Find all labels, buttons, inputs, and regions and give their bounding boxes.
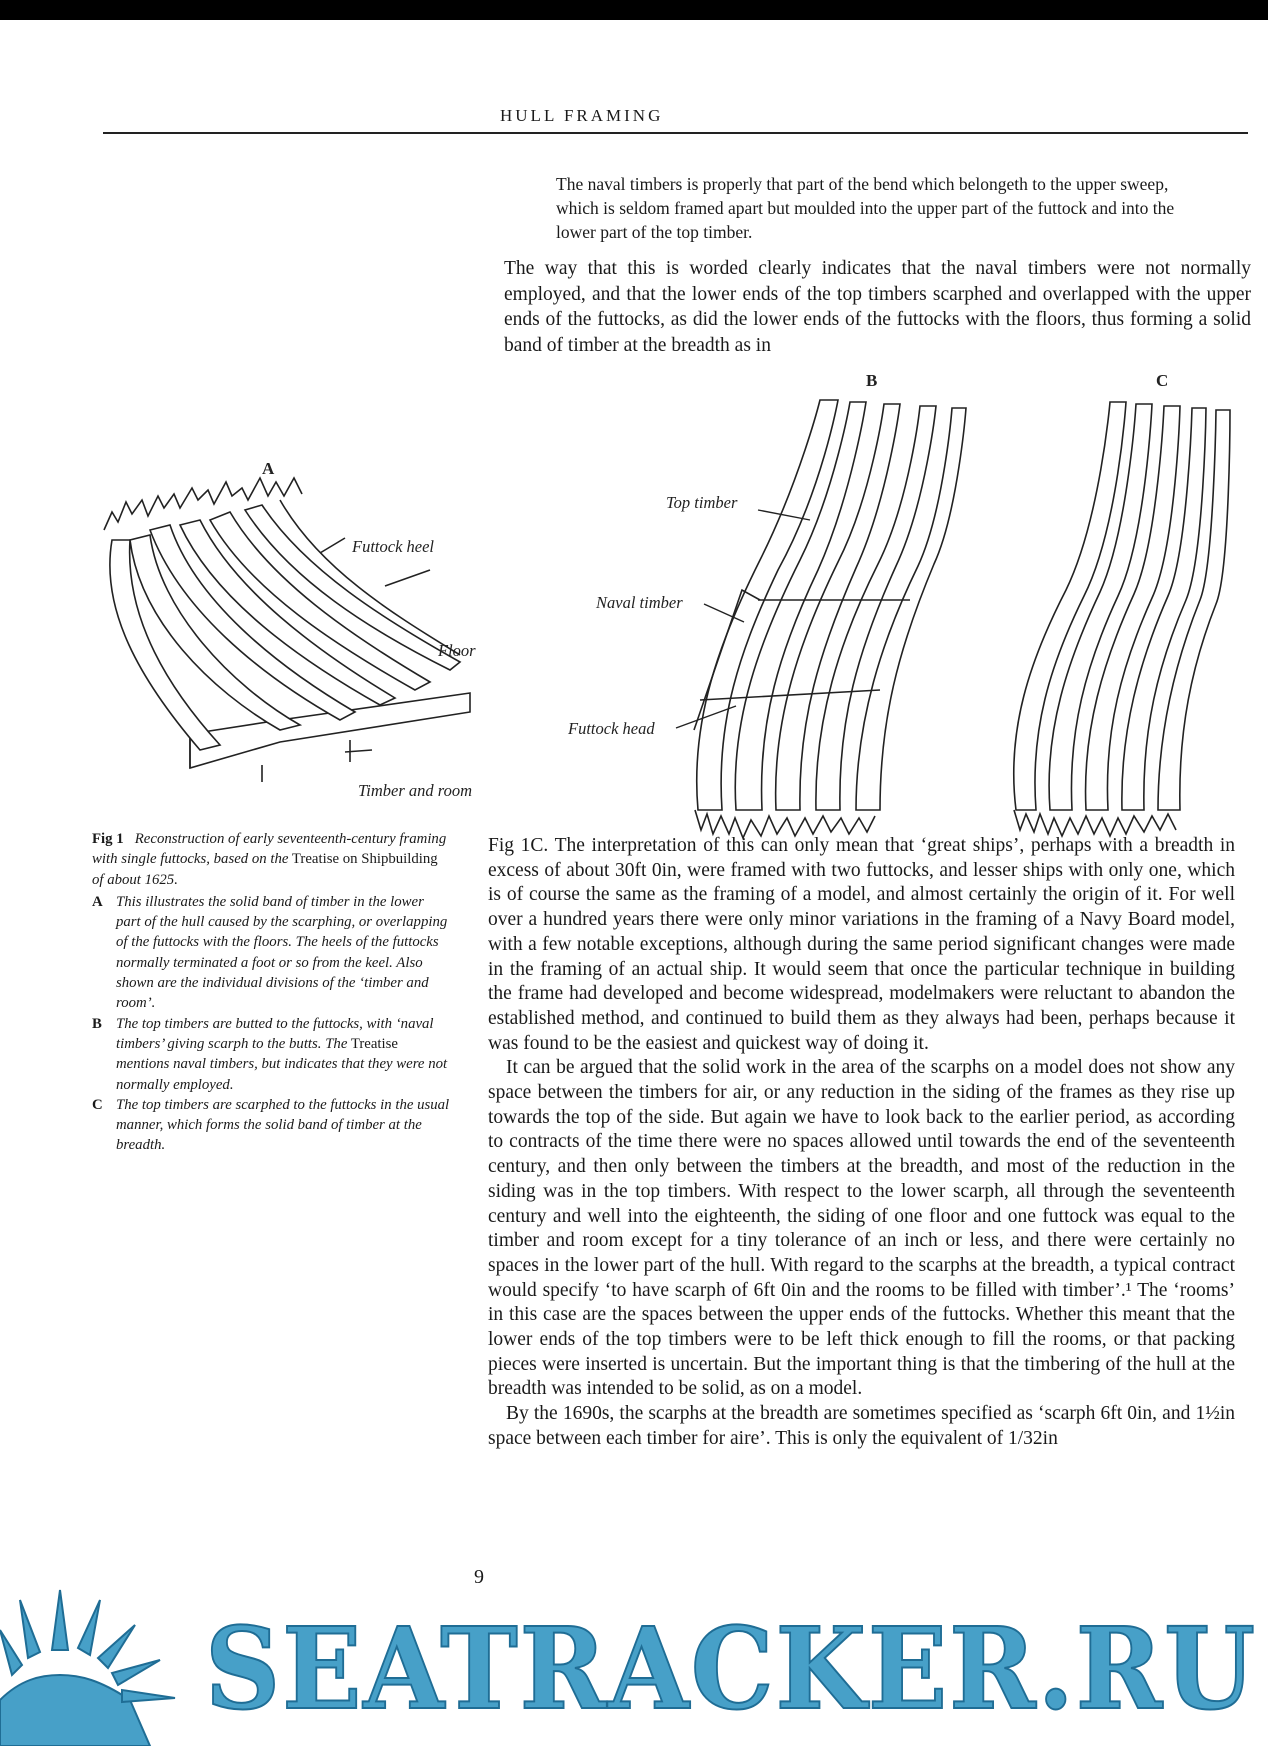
fig-letter-a: A bbox=[262, 459, 275, 478]
caption-item-text-a: The top timbers are butted to the futtocks, with ‘naval timbers’ giving scarph to the butts. The bbox=[116, 1015, 434, 1052]
caption-lead-c: of about 1625. bbox=[92, 871, 178, 888]
figure-b-drawing bbox=[694, 400, 966, 838]
body-paragraph-3: By the 1690s, the scarphs at the breadth are sometimes specified as ‘scarph 6ft 0in, and 1½in space between each timber for aire’. This is only the equivalent of 1/32in bbox=[488, 1403, 1235, 1449]
caption-item-text: This illustrates the solid band of timber in the lower part of the hull caused by the scarphing, or overlapping of the futtocks with the floors. The heels of the futtocks normally terminated a foot or so from the keel. Also shown are the individual divisions of the ‘timber and room’. bbox=[116, 893, 448, 1012]
paragraph-top: The way that this is worded clearly indicates that the naval timbers were not normally employed, and that the lower ends of the top timbers scarphed and overlapped with the upper ends of the futtocks, as did the lower ends of the futtocks with the floors, thus forming a solid band of timber at the breadth as in bbox=[504, 258, 1251, 356]
caption-item-letter: A bbox=[92, 893, 103, 910]
figure-caption bbox=[92, 829, 452, 1156]
page-number: 9 bbox=[474, 1566, 484, 1588]
label-naval-timber: Naval timber bbox=[596, 593, 683, 612]
watermark-text: SEATRACKER.RU bbox=[205, 1604, 1257, 1735]
figure-c-drawing bbox=[1014, 402, 1230, 836]
caption-lead-b: Treatise on Shipbuilding bbox=[291, 851, 438, 868]
label-futtock-head: Futtock head bbox=[568, 719, 655, 738]
body-column bbox=[488, 834, 1235, 1452]
caption-item-text-b: Treatise bbox=[350, 1035, 398, 1052]
label-futtock-heel: Futtock heel bbox=[352, 537, 435, 556]
label-top-timber: Top timber bbox=[666, 493, 738, 512]
caption-item-c bbox=[92, 1095, 452, 1156]
body-paragraph-1: Fig 1C. The interpretation of this can only mean that ‘great ships’, perhaps with a breadth in excess of about 30ft 0in, were framed with two futtocks, and lesser ships with only one, which is of course the same as the framing of a model, and almost certainly the origin of it. For well over a hundred years there were only minor variations in the framing of a Navy Board model, with a few notable exceptions, although during the same period significant changes were made in the framing of an actual ship. It would seem that once the particular technique in building the frame had developed and become widespread, modelmakers were reluctant to abandon the established method, and continued to build them as they always had been, perhaps because it was found to be the easiest and quickest way of doing it. bbox=[488, 835, 1235, 1054]
fig-letter-b: B bbox=[866, 371, 878, 390]
fig-letter-c: C bbox=[1156, 371, 1169, 390]
label-timber-and-room: Timber and room bbox=[358, 781, 472, 800]
caption-fig-number: Fig 1 bbox=[92, 831, 124, 847]
caption-lead-a: Reconstruction of early seventeenth-century framing with single futtocks, based on the bbox=[92, 831, 447, 868]
figure-a-drawing bbox=[104, 478, 470, 782]
block-quote: The naval timbers is properly that part of the bend which belongeth to the upper sweep, which is seldom framed apart but moulded into the upper part of the futtock and into the lower part of the top timber. bbox=[556, 174, 1175, 242]
figure-1 bbox=[0, 0, 1268, 840]
caption-item-text-c: mentions naval timbers, but indicates that they were not normally employed. bbox=[116, 1056, 448, 1093]
body-paragraph-2: It can be argued that the solid work in the area of the scarphs on a model does not show any space between the timbers for air, or any reduction in the siding of the frames as they rise up towards the top of the side. But again we have to look back to the earlier period, as according to contracts of the time there were no spaces allowed until towards the end of the seventeenth century, and then only between the timbers at the breadth, and most of the reduction in the siding was in the top timbers. With respect to the lower scarph, all through the seventeenth century and well into the eighteenth, the siding of one floor and one futtock was equal to the timber and room except for a tiny tolerance of an inch or less, and there were certainly no spaces in the lower part of the hull. With regard to the scarphs at the breadth, a typical contract would specify ‘to have scarph of 6ft 0in and the rooms to be filled with timber’.¹ The ‘rooms’ in this case are the spaces between the upper ends of the futtocks. Whether this meant that the lower ends of the top timbers were to be left thick enough to fill the rooms, or that packing pieces were inserted is uncertain. But the important thing is that the timbering of the hull at the breadth was intended to be solid, as on a model. bbox=[488, 1057, 1235, 1400]
caption-item-b bbox=[92, 1014, 452, 1095]
caption-item-letter: C bbox=[92, 1096, 103, 1113]
caption-item-a bbox=[92, 892, 452, 1014]
running-header: HULL FRAMING bbox=[500, 106, 664, 125]
label-floor: Floor bbox=[438, 641, 476, 660]
caption-lead bbox=[92, 829, 452, 890]
caption-item-text: The top timbers are scarphed to the futtocks in the usual manner, which forms the solid band of timber at the breadth. bbox=[116, 1096, 450, 1154]
caption-item-letter: B bbox=[92, 1015, 102, 1032]
